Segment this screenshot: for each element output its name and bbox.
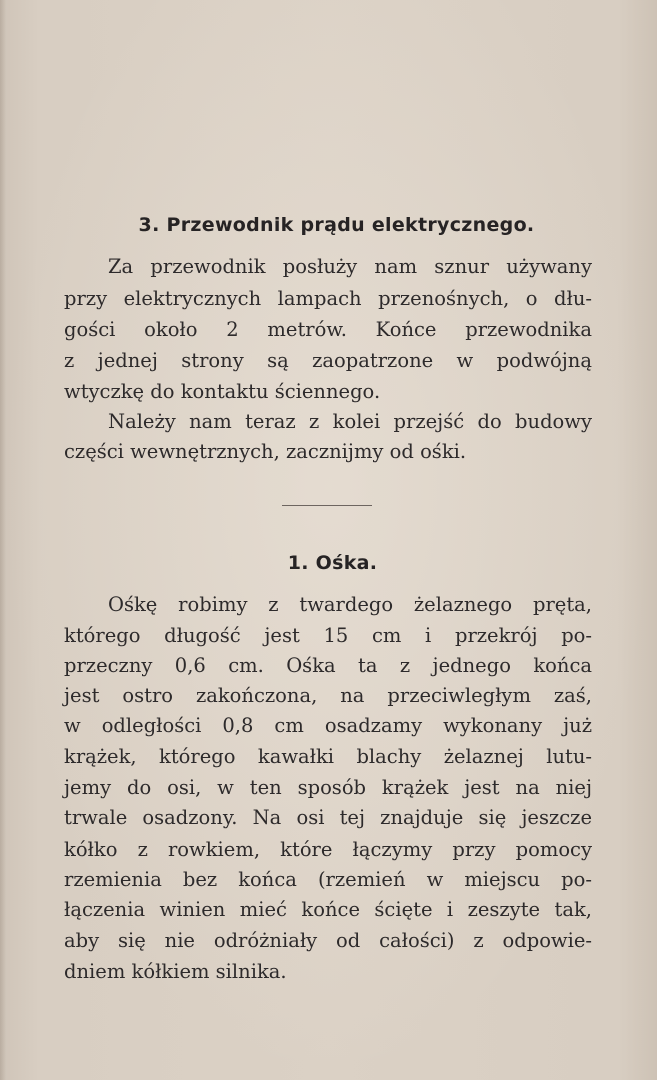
paragraph-line: gości około 2 metrów. Końce przewodnika [64, 318, 592, 341]
paragraph-line: trwale osadzony. Na osi tej znajduje się jeszcze [64, 806, 592, 829]
paragraph-line: wtyczkę do kontaktu ściennego. [64, 380, 381, 403]
paragraph-line: aby się nie odróżniały od całości) z odpowie- [64, 929, 592, 952]
paragraph-line: kółko z rowkiem, które łączymy przy pomocy [64, 838, 592, 861]
page-edge-shadow [0, 0, 6, 1080]
section-heading-conductor: 3. Przewodnik prądu elektrycznego. [138, 214, 535, 236]
paragraph-line: części wewnętrznych, zacznijmy od ośki. [64, 440, 467, 463]
paragraph-line: w odległości 0,8 cm osadzamy wykonany już [64, 714, 592, 737]
paragraph-line: z jednej strony są zaopatrzone w podwójną [64, 349, 592, 372]
paragraph-line: którego długość jest 15 cm i przekrój po- [64, 624, 592, 647]
paragraph-line: łączenia winien mieć końce ścięte i zeszyte tak, [64, 898, 592, 921]
section-divider [282, 505, 372, 506]
paragraph-line: Należy nam teraz z kolei przejść do budowy [108, 410, 592, 433]
paragraph-line: jemy do osi, w ten sposób krążek jest na niej [64, 776, 592, 799]
paragraph-line: Za przewodnik posłuży nam sznur używany [108, 255, 592, 278]
paragraph-line: krążek, którego kawałki blachy żelaznej lutu- [64, 745, 592, 768]
paragraph-line: przy elektrycznych lampach przenośnych, o dłu- [64, 287, 592, 310]
paragraph-line: Ośkę robimy z twardego żelaznego pręta, [108, 593, 592, 616]
paragraph-line: przeczny 0,6 cm. Ośka ta z jednego końca [64, 654, 592, 677]
section-heading-axle: 1. Ośka. [287, 552, 378, 574]
paragraph-line: rzemienia bez końca (rzemień w miejscu po- [64, 868, 592, 891]
paragraph-line: dniem kółkiem silnika. [64, 960, 287, 983]
paragraph-line: jest ostro zakończona, na przeciwległym zaś, [64, 684, 592, 707]
